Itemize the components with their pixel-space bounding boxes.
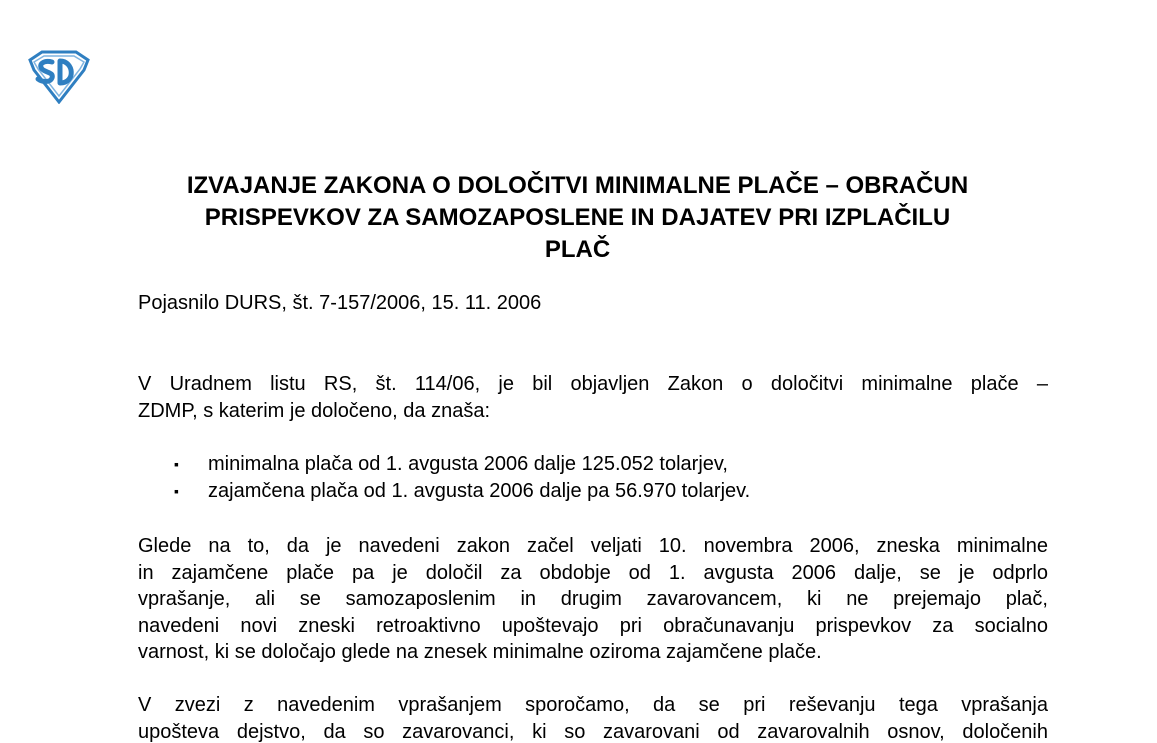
paragraph-line: Glede na to, da je navedeni zakon začel veljati 10. novembra 2006, zneska minimalne [138, 535, 1048, 557]
paragraph-line: upošteva dejstvo, da so zavarovanci, ki so zavarovani od zavarovalnih osnov, določenih [138, 720, 1048, 743]
document-title [120, 170, 1035, 266]
bullet-marker-icon: ▪ [174, 482, 179, 499]
list-item [170, 451, 750, 478]
title-line: PLAČ [544, 236, 611, 263]
paragraph-line: V zvezi z navedenim vprašanjem sporočamo, da se pri reševanju tega vprašanja [138, 694, 1048, 716]
paragraph-line: ZDMP, s katerim je določeno, da znaša: [138, 399, 491, 422]
title-line: PRISPEVKOV ZA SAMOZAPOSLENE IN DAJATEV PRI IZPLAČILU [204, 204, 951, 231]
list-item [170, 478, 750, 505]
sd-diamond-logo-icon [22, 50, 96, 104]
paragraph-answer [138, 692, 1048, 743]
list-item-text: zajamčena plača od 1. avgusta 2006 dalje pa 56.970 tolarjev. [208, 479, 751, 502]
paragraph-question [138, 533, 1048, 666]
paragraph-intro [138, 371, 1048, 424]
paragraph-line: V Uradnem listu RS, št. 114/06, je bil objavljen Zakon o določitvi minimalne plače – [138, 373, 1048, 395]
paragraph-line: navedeni novi zneski retroaktivno upoštevajo pri obračunavanju prispevkov za socialno [138, 614, 1048, 637]
wage-bullet-list [170, 451, 750, 504]
paragraph-line: vprašanje, ali se samozaposlenim in drugim zavarovancem, ki ne prejemajo plač, [138, 588, 1048, 610]
title-line: IZVAJANJE ZAKONA O DOLOČITVI MINIMALNE PLAČE – OBRAČUN [186, 172, 969, 199]
paragraph-line: varnost, ki se določajo glede na znesek minimalne oziroma zajamčene plače. [138, 641, 822, 663]
paragraph-line: in zajamčene plače pa je določil za obdobje od 1. avgusta 2006 dalje, se je odprlo [138, 561, 1048, 584]
bullet-marker-icon: ▪ [174, 456, 179, 472]
document-subtitle: Pojasnilo DURS, št. 7-157/2006, 15. 11. 2006 [138, 292, 542, 314]
list-item-text: minimalna plača od 1. avgusta 2006 dalje 125.052 tolarjev, [208, 453, 728, 475]
